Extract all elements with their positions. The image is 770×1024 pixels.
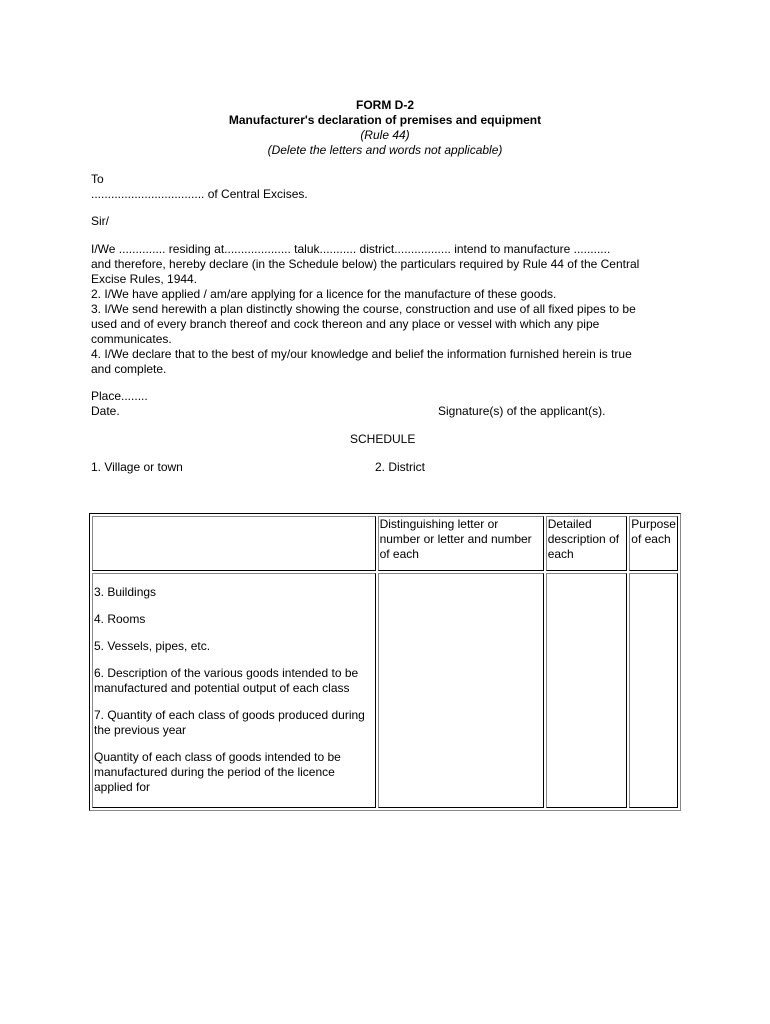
addressee-officer: .................................. of Central Excises.	[91, 187, 308, 201]
para3-line1: 3. I/We send herewith a plan distinctly showing the course, construction and use of all fixed pipes to be	[91, 302, 636, 316]
form-instruction: (Delete the letters and words not applicable)	[267, 143, 503, 157]
declaration-body	[91, 242, 681, 377]
description-entry-cell	[546, 573, 628, 808]
item-intended-quantity: Quantity of each class of goods intended to be manufactured during the period of the licence applied for	[94, 750, 341, 794]
para4-line2: and complete.	[91, 362, 167, 376]
place-field: Place........	[91, 389, 148, 403]
table-body-row	[92, 573, 678, 808]
signature-field: Signature(s) of the applicant(s).	[438, 404, 606, 418]
header-cell-description: Detailed description of each	[546, 516, 628, 571]
village-field: 1. Village or town	[91, 460, 183, 474]
para2: 2. I/We have applied / am/are applying for a licence for the manufacture of these goods.	[91, 287, 557, 301]
district-field: 2. District	[375, 460, 426, 474]
schedule-table	[89, 513, 681, 811]
item-buildings: 3. Buildings	[94, 585, 157, 599]
purpose-entry-cell	[629, 573, 678, 808]
form-number: FORM D-2	[356, 98, 414, 112]
date-field: Date.	[91, 404, 120, 418]
schedule-items-cell	[92, 573, 376, 808]
para1-line1: I/We .............. residing at.................... taluk........... district................. intend to manufacture ...........	[91, 242, 611, 256]
item-rooms: 4. Rooms	[94, 612, 146, 626]
salutation: Sir/	[91, 214, 109, 228]
para4-line1: 4. I/We declare that to the best of my/our knowledge and belief the information furnished herein is true	[91, 347, 632, 361]
para1-line2: and therefore, hereby declare (in the Schedule below) the particulars required by Rule 44 of the Central	[91, 257, 640, 271]
para3-line2: used and of every branch thereof and cock thereon and any place or vessel with which any pipe	[91, 317, 600, 331]
addressee-to: To	[91, 172, 104, 186]
header-cell-purpose: Purpose of each	[629, 516, 678, 571]
para1-line3: Excise Rules, 1944.	[91, 272, 198, 286]
para3-line3: communicates.	[91, 332, 172, 346]
item-vessels-pipes: 5. Vessels, pipes, etc.	[94, 639, 211, 653]
rule-reference: (Rule 44)	[360, 128, 410, 142]
header-cell-blank	[92, 516, 376, 571]
form-title: Manufacturer's declaration of premises and equipment	[228, 113, 542, 127]
distinguishing-entry-cell	[378, 573, 544, 808]
item-previous-quantity: 7. Quantity of each class of goods produced during the previous year	[94, 708, 365, 737]
item-goods-description: 6. Description of the various goods intended to be manufactured and potential output of each class	[94, 666, 359, 695]
header-cell-distinguishing: Distinguishing letter or number or letter and number of each	[378, 516, 544, 571]
schedule-heading: SCHEDULE	[350, 432, 416, 446]
table-header-row	[92, 516, 678, 571]
